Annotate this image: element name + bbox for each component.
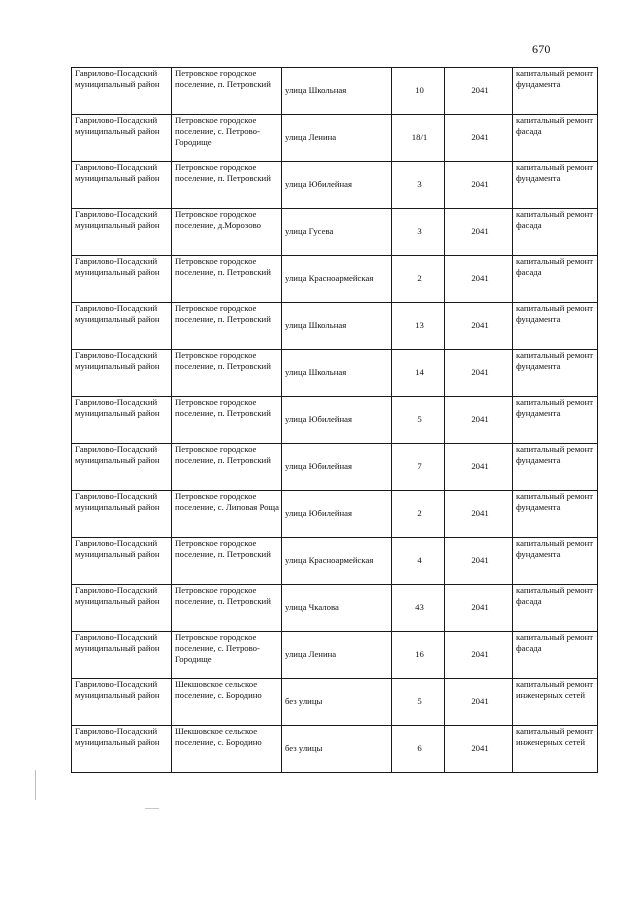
work-type-text: капитальный ремонт фасада bbox=[516, 115, 594, 137]
work-type-text: капитальный ремонт фундамента bbox=[516, 350, 594, 372]
work-type-cell bbox=[513, 538, 598, 585]
work-type-cell bbox=[513, 350, 598, 397]
house-number-cell bbox=[392, 679, 445, 726]
work-type-cell bbox=[513, 209, 598, 256]
district-text: Гаврилово-Посадский муниципальный район bbox=[75, 538, 160, 560]
house-number-cell bbox=[392, 538, 445, 585]
house-number-cell bbox=[392, 68, 445, 115]
house-number-cell bbox=[392, 632, 445, 679]
settlement-cell bbox=[172, 632, 282, 679]
street-text: улица Юбилейная bbox=[285, 179, 352, 190]
district-text: Гаврилово-Посадский муниципальный район bbox=[75, 632, 160, 654]
year-cell bbox=[445, 632, 513, 679]
district-cell bbox=[72, 303, 172, 350]
work-type-text: капитальный ремонт фундамента bbox=[516, 538, 594, 560]
district-cell bbox=[72, 397, 172, 444]
settlement-text: Петровское городское поселение, с. Липовая Роща bbox=[175, 491, 279, 513]
table-body bbox=[72, 68, 598, 773]
year-text: 2041 bbox=[471, 602, 489, 613]
district-text: Гаврилово-Посадский муниципальный район bbox=[75, 162, 160, 184]
settlement-text: Петровское городское поселение, п. Петровский bbox=[175, 68, 271, 90]
year-text: 2041 bbox=[471, 461, 489, 472]
settlement-text: Петровское городское поселение, п. Петровский bbox=[175, 538, 271, 560]
district-cell bbox=[72, 68, 172, 115]
street-text: улица Юбилейная bbox=[285, 461, 352, 472]
settlement-text: Шекшовское сельское поселение, с. Бородино bbox=[175, 679, 262, 701]
settlement-cell bbox=[172, 726, 282, 773]
house-number-cell bbox=[392, 726, 445, 773]
work-type-cell bbox=[513, 68, 598, 115]
street-text: без улицы bbox=[285, 696, 323, 707]
street-text: улица Юбилейная bbox=[285, 414, 352, 425]
year-text: 2041 bbox=[471, 508, 489, 519]
work-type-cell bbox=[513, 256, 598, 303]
year-text: 2041 bbox=[471, 85, 489, 96]
year-cell bbox=[445, 397, 513, 444]
table-row bbox=[72, 444, 598, 491]
street-text: улица Чкалова bbox=[285, 602, 339, 613]
settlement-text: Петровское городское поселение, п. Петровский bbox=[175, 162, 271, 184]
district-text: Гаврилово-Посадский муниципальный район bbox=[75, 209, 160, 231]
table-row bbox=[72, 209, 598, 256]
year-cell bbox=[445, 303, 513, 350]
street-text: улица Школьная bbox=[285, 85, 347, 96]
district-cell bbox=[72, 726, 172, 773]
year-text: 2041 bbox=[471, 179, 489, 190]
table-row bbox=[72, 679, 598, 726]
district-cell bbox=[72, 679, 172, 726]
settlement-cell bbox=[172, 303, 282, 350]
table-row bbox=[72, 585, 598, 632]
street-cell bbox=[282, 491, 392, 538]
house-number-cell bbox=[392, 585, 445, 632]
house-number-text: 14 bbox=[415, 367, 424, 378]
street-cell bbox=[282, 632, 392, 679]
settlement-text: Петровское городское поселение, п. Петровский bbox=[175, 350, 271, 372]
year-text: 2041 bbox=[471, 273, 489, 284]
street-text: улица Юбилейная bbox=[285, 508, 352, 519]
street-cell bbox=[282, 350, 392, 397]
settlement-text: Петровское городское поселение, с. Петрово-Городище bbox=[175, 632, 260, 665]
table-row bbox=[72, 162, 598, 209]
street-cell bbox=[282, 585, 392, 632]
house-number-cell bbox=[392, 162, 445, 209]
settlement-cell bbox=[172, 162, 282, 209]
work-type-text: капитальный ремонт фасада bbox=[516, 209, 594, 231]
year-text: 2041 bbox=[471, 743, 489, 754]
house-number-cell bbox=[392, 115, 445, 162]
street-cell bbox=[282, 303, 392, 350]
house-number-cell bbox=[392, 209, 445, 256]
work-type-text: капитальный ремонт фасада bbox=[516, 585, 594, 607]
work-type-text: капитальный ремонт фундамента bbox=[516, 162, 594, 184]
house-number-cell bbox=[392, 350, 445, 397]
year-cell bbox=[445, 444, 513, 491]
work-type-cell bbox=[513, 162, 598, 209]
settlement-text: Петровское городское поселение, п. Петровский bbox=[175, 256, 271, 278]
year-cell bbox=[445, 115, 513, 162]
year-text: 2041 bbox=[471, 226, 489, 237]
district-cell bbox=[72, 256, 172, 303]
house-number-text: 2 bbox=[417, 508, 422, 519]
district-cell bbox=[72, 444, 172, 491]
table-row bbox=[72, 68, 598, 115]
district-cell bbox=[72, 585, 172, 632]
year-text: 2041 bbox=[471, 555, 489, 566]
year-cell bbox=[445, 491, 513, 538]
house-number-cell bbox=[392, 444, 445, 491]
year-cell bbox=[445, 162, 513, 209]
settlement-cell bbox=[172, 256, 282, 303]
house-number-text: 43 bbox=[415, 602, 424, 613]
street-cell bbox=[282, 444, 392, 491]
street-cell bbox=[282, 209, 392, 256]
settlement-text: Петровское городское поселение, п. Петровский bbox=[175, 397, 271, 419]
house-number-text: 3 bbox=[417, 179, 422, 190]
district-text: Гаврилово-Посадский муниципальный район bbox=[75, 679, 160, 701]
district-text: Гаврилово-Посадский муниципальный район bbox=[75, 256, 160, 278]
year-text: 2041 bbox=[471, 414, 489, 425]
district-text: Гаврилово-Посадский муниципальный район bbox=[75, 444, 160, 466]
district-cell bbox=[72, 538, 172, 585]
year-cell bbox=[445, 209, 513, 256]
street-cell bbox=[282, 256, 392, 303]
work-type-text: капитальный ремонт фундамента bbox=[516, 68, 594, 90]
table-row bbox=[72, 350, 598, 397]
table-row bbox=[72, 538, 598, 585]
work-type-cell bbox=[513, 726, 598, 773]
street-cell bbox=[282, 538, 392, 585]
year-cell bbox=[445, 585, 513, 632]
settlement-text: Шекшовское сельское поселение, с. Бородино bbox=[175, 726, 262, 748]
district-cell bbox=[72, 115, 172, 162]
table-row bbox=[72, 303, 598, 350]
work-type-cell bbox=[513, 491, 598, 538]
settlement-cell bbox=[172, 350, 282, 397]
house-number-text: 7 bbox=[417, 461, 422, 472]
settlement-cell bbox=[172, 209, 282, 256]
house-number-text: 6 bbox=[417, 743, 422, 754]
district-text: Гаврилово-Посадский муниципальный район bbox=[75, 726, 160, 748]
work-type-cell bbox=[513, 397, 598, 444]
street-text: без улицы bbox=[285, 743, 323, 754]
house-number-text: 4 bbox=[417, 555, 422, 566]
year-cell bbox=[445, 726, 513, 773]
street-cell bbox=[282, 726, 392, 773]
street-text: улица Ленина bbox=[285, 132, 337, 143]
table-row bbox=[72, 491, 598, 538]
year-cell bbox=[445, 68, 513, 115]
work-type-text: капитальный ремонт фасада bbox=[516, 632, 594, 654]
year-cell bbox=[445, 679, 513, 726]
district-text: Гаврилово-Посадский муниципальный район bbox=[75, 350, 160, 372]
district-cell bbox=[72, 632, 172, 679]
table-row bbox=[72, 256, 598, 303]
page-number: 670 bbox=[532, 42, 551, 56]
street-cell bbox=[282, 397, 392, 444]
house-number-text: 13 bbox=[415, 320, 424, 331]
year-text: 2041 bbox=[471, 696, 489, 707]
street-text: улица Школьная bbox=[285, 367, 347, 378]
house-number-cell bbox=[392, 303, 445, 350]
street-cell bbox=[282, 115, 392, 162]
work-type-text: капитальный ремонт фундамента bbox=[516, 444, 594, 466]
work-type-text: капитальный ремонт инженерных сетей bbox=[516, 726, 594, 748]
house-number-cell bbox=[392, 491, 445, 538]
settlement-cell bbox=[172, 585, 282, 632]
year-text: 2041 bbox=[471, 320, 489, 331]
work-type-cell bbox=[513, 632, 598, 679]
district-text: Гаврилово-Посадский муниципальный район bbox=[75, 585, 160, 607]
work-type-text: капитальный ремонт инженерных сетей bbox=[516, 679, 594, 701]
year-text: 2041 bbox=[471, 132, 489, 143]
street-text: улица Гусева bbox=[285, 226, 334, 237]
work-type-cell bbox=[513, 303, 598, 350]
settlement-text: Петровское городское поселение, п. Петровский bbox=[175, 444, 271, 466]
year-text: 2041 bbox=[471, 649, 489, 660]
house-number-cell bbox=[392, 256, 445, 303]
work-type-cell bbox=[513, 679, 598, 726]
street-text: улица Красноармейская bbox=[285, 273, 374, 284]
street-text: улица Ленина bbox=[285, 649, 337, 660]
street-cell bbox=[282, 68, 392, 115]
work-type-text: капитальный ремонт фундамента bbox=[516, 397, 594, 419]
repair-schedule-table bbox=[71, 67, 598, 773]
house-number-text: 10 bbox=[415, 85, 424, 96]
year-text: 2041 bbox=[471, 367, 489, 378]
table-row bbox=[72, 632, 598, 679]
street-cell bbox=[282, 162, 392, 209]
settlement-cell bbox=[172, 397, 282, 444]
settlement-cell bbox=[172, 538, 282, 585]
district-text: Гаврилово-Посадский муниципальный район bbox=[75, 397, 160, 419]
district-cell bbox=[72, 350, 172, 397]
settlement-cell bbox=[172, 491, 282, 538]
table-row bbox=[72, 726, 598, 773]
district-text: Гаврилово-Посадский муниципальный район bbox=[75, 115, 160, 137]
house-number-text: 3 bbox=[417, 226, 422, 237]
settlement-cell bbox=[172, 68, 282, 115]
year-cell bbox=[445, 256, 513, 303]
work-type-text: капитальный ремонт фундамента bbox=[516, 491, 594, 513]
district-text: Гаврилово-Посадский муниципальный район bbox=[75, 303, 160, 325]
margin-scan-mark bbox=[35, 770, 36, 800]
district-cell bbox=[72, 209, 172, 256]
house-number-text: 5 bbox=[417, 696, 422, 707]
work-type-text: капитальный ремонт фундамента bbox=[516, 303, 594, 325]
street-text: улица Школьная bbox=[285, 320, 347, 331]
district-text: Гаврилово-Посадский муниципальный район bbox=[75, 491, 160, 513]
house-number-cell bbox=[392, 397, 445, 444]
margin-scan-dot bbox=[145, 808, 159, 809]
year-cell bbox=[445, 350, 513, 397]
district-cell bbox=[72, 491, 172, 538]
year-cell bbox=[445, 538, 513, 585]
work-type-cell bbox=[513, 585, 598, 632]
house-number-text: 5 bbox=[417, 414, 422, 425]
table-row bbox=[72, 397, 598, 444]
street-cell bbox=[282, 679, 392, 726]
street-text: улица Красноармейская bbox=[285, 555, 374, 566]
settlement-cell bbox=[172, 115, 282, 162]
district-cell bbox=[72, 162, 172, 209]
house-number-text: 18/1 bbox=[411, 132, 428, 143]
house-number-text: 2 bbox=[417, 273, 422, 284]
settlement-text: Петровское городское поселение, с. Петрово-Городище bbox=[175, 115, 260, 148]
settlement-text: Петровское городское поселение, п. Петровский bbox=[175, 303, 271, 325]
work-type-cell bbox=[513, 115, 598, 162]
work-type-cell bbox=[513, 444, 598, 491]
district-text: Гаврилово-Посадский муниципальный район bbox=[75, 68, 160, 90]
settlement-cell bbox=[172, 679, 282, 726]
settlement-text: Петровское городское поселение, д.Морозово bbox=[175, 209, 261, 231]
house-number-text: 16 bbox=[415, 649, 424, 660]
work-type-text: капитальный ремонт фасада bbox=[516, 256, 594, 278]
settlement-text: Петровское городское поселение, п. Петровский bbox=[175, 585, 271, 607]
settlement-cell bbox=[172, 444, 282, 491]
table-row bbox=[72, 115, 598, 162]
